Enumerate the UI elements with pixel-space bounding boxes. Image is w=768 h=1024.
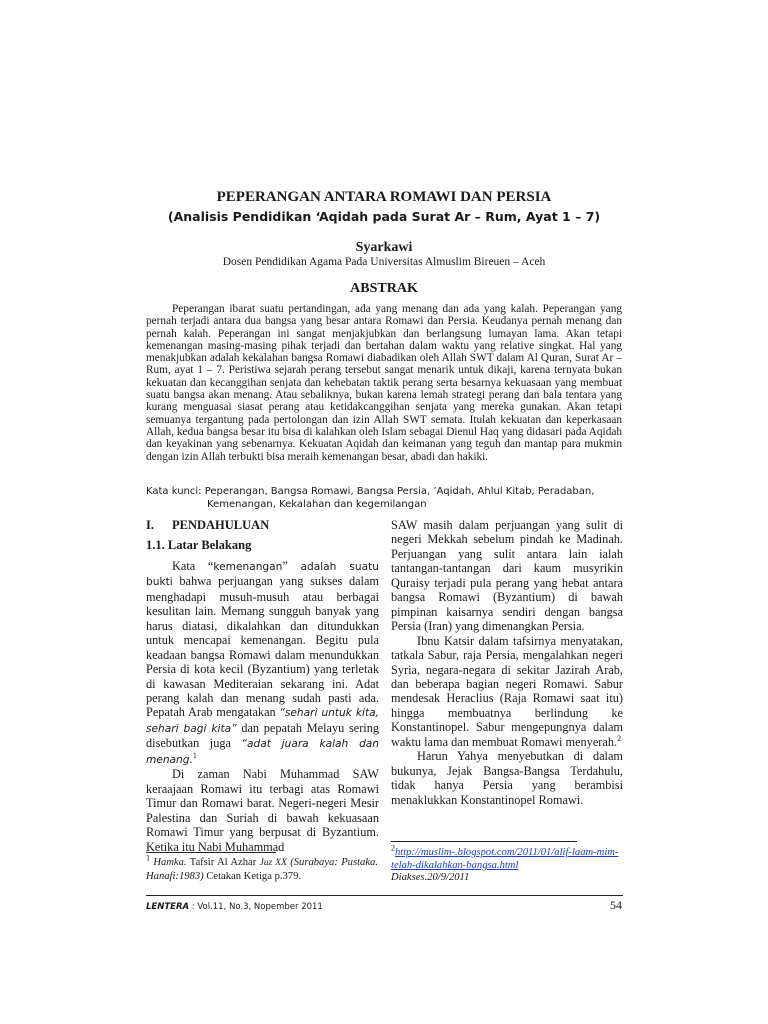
journal-name: LENTERA <box>146 902 190 912</box>
keywords-line2: Kemenangan, Kekalahan dan kegemilangan <box>207 499 427 510</box>
article-subtitle: (Analisis Pendidikan ‘Aqidah pada Surat Ar – Rum, Ayat 1 – 7) <box>167 209 601 224</box>
author-affiliation: Dosen Pendidikan Agama Pada Universitas Almuslim Bireuen – Aceh <box>222 256 546 268</box>
page-number: 54 <box>610 898 622 912</box>
footnote-access-date: Diakses.20/9/2011 <box>391 872 470 883</box>
quote-melayu: “adat juara kalah dan menang. <box>146 738 379 766</box>
footnote-rule <box>146 852 276 853</box>
paragraph <box>391 634 623 750</box>
left-column <box>146 518 379 854</box>
footnote-number: 1 <box>146 853 150 863</box>
footnote-1 <box>146 853 378 883</box>
footnote-2 <box>391 843 623 885</box>
footnote-edition: Cetakan Ketiga p.379. <box>203 871 302 882</box>
journal-info <box>146 901 323 913</box>
section-number: I. <box>146 518 154 532</box>
text-run: kemenangan <box>213 560 283 573</box>
text-run: Kata “ <box>172 558 214 573</box>
journal-issue: : Vol.11, No.3, Nopember 2011 <box>189 902 323 912</box>
author-name: Syarkawi <box>355 240 413 255</box>
footer-rule <box>146 895 623 896</box>
paragraph: SAW masih dalam perjuangan yang sulit di negeri Mekkah sebelum pindah ke Madinah. Perjuangan yang sulit antara lain ialah tantangan-tantangan dari kaum musyrikin Quraisy terjadi pula perang yang hebat antara bangsa Romawi (Byzantium) di bawah pimpinan kaisarnya sendiri dengan bangsa Persia (Iran) yang dimenangkan Persia. <box>391 518 623 634</box>
quote-arab: “sehari untuk kita, sehari bagi kita” <box>146 707 379 735</box>
footnote-title: Tafsir Al Azhar <box>186 857 260 868</box>
text-run: ” <box>282 558 301 573</box>
abstract-heading: ABSTRAK <box>350 281 418 296</box>
section-title: PENDAHULUAN <box>172 518 270 532</box>
footnote-publisher: (Surabaya: Pustaka. Hanafi:1983) <box>146 857 378 882</box>
footnote-author: Hamka. <box>150 857 187 868</box>
text-run: dan pepatah Melayu sering disebutkan juga <box>146 720 380 751</box>
text-run: Ibnu Katsir dalam tafsirnya menyatakan, tatkala Sabur, raja Persia, mengalahkan negeri Syria, negara-negara di sekitar Jazirah Arab, dan beberapa bagian negeri Romawi. Sabur mendesak Heraclius (Raja Romawi saat itu) hingga membuatnya berlindung ke Konstantinopel. Sabur mengepungnya dalam waktu lama dan membuat Romawi menyerah. <box>391 633 623 749</box>
footnote-rule <box>391 841 577 842</box>
abstract-text: Peperangan ibarat suatu pertandingan, ada yang menang dan ada yang kalah. Peperangan yang pernah terjadi antara dua bangsa yang besar antara Romawi dan Persia. Keudanya pernah menang dan pernah kalah. Peperangan ini sangat menjakjubkan dan berlangsung lumayan lama. Akan tetapi kemenangan masing-masing pihak terjadi dan bertahan dalam waktu yang relative singkat. Hal yang menakjubkan adalah kekalahan bangsa Romawi diabadikan oleh Allah SWT dalam Al Quran, Surat Ar – Rum, ayat 1 – 7. Peristiwa sejarah perang tersebut sangat menarik untuk dikaji, karena ternyata bukan kekuatan dan kecanggihan senjata dan kehebatan taktik perang serta besarnya kekuasaan yang membuat suatu bangsa akan menang. Atau sebaliknya, bukan karena lemah strategi perang dan bala tentara yang kurang menguasai siasat perang atau ketidakcanggihan senjata yang mereka gunakan. Akan tetapi semuanya tergantung pada pertolongan dan izin Allah SWT semata. Itulah kekuatan dan keperkasaan Allah, kedua bangsa besar itu bisa di kalahkan oleh Islam sebagai Dienul Haq yang didasari pada Aqidah dan keyakinan yang sebenarnya. Kekuatan Aqidah dan keimanan yang teguh dan mantap para mukmin dengan izin Allah terbukti bisa meraih kemenangan besar, abadi dan hakiki. <box>146 303 622 463</box>
footnote-juz: Juz XX <box>259 858 287 868</box>
right-column <box>391 518 623 807</box>
footnote-number: 2 <box>391 843 395 853</box>
paragraph <box>146 559 379 767</box>
subsection-heading: 1.1. Latar Belakang <box>146 538 252 553</box>
section-heading <box>146 518 379 532</box>
text-run: bahwa perjuangan yang sukses dalam menghadapi musuh-musuh atau berbagai kesulitan lain. Memang sungguh banyak yang harus diatasi, dikalahkan dan ditundukkan untuk mencapai kemenangan. Begitu pula keadaan bangsa Romawi dalam menundukkan Persia di kota kecil (Byzantium) yang terletak di kawasan Mediteraian sekarang ini. Adat perang kalah dan menang sudah pasti ada. Pepatah Arab mengatakan <box>146 574 379 720</box>
article-title: PEPERANGAN ANTARA ROMAWI DAN PERSIA <box>216 189 552 205</box>
paragraph: Harun Yahya menyebutkan di dalam bukunya, Jejak Bangsa-Bangsa Terdahulu, tidak hanya Persia yang berambisi menaklukkan Konstantinopel Romawi. <box>391 749 623 807</box>
keywords <box>146 485 622 511</box>
footnote-ref[interactable]: 2 <box>617 733 622 743</box>
paragraph: Di zaman Nabi Muhammad SAW keraajaan Romawi itu terbagi atas Romawi Timur dan Romawi barat. Negeri-negeri Mesir Palestina dan Suriah di bawah kekuasaan Romawi Timur yang berpusat di Byzantium. Ketika itu Nabi Muhammad <box>146 767 379 854</box>
keywords-label: Kata kunci: <box>146 486 202 497</box>
text-run: adalah suatu bukti <box>146 560 379 589</box>
keywords-line1: Peperangan, Bangsa Romawi, Bangsa Persia, ’Aqidah, Ahlul Kitab, Peradaban, <box>204 486 595 497</box>
footnote-ref[interactable]: 1 <box>192 750 197 760</box>
footnote-link[interactable]: http://muslim-.blogspot.com/2011/01/alif-laam-mim-telah-dikalahkan-bangsa.html <box>391 847 619 871</box>
